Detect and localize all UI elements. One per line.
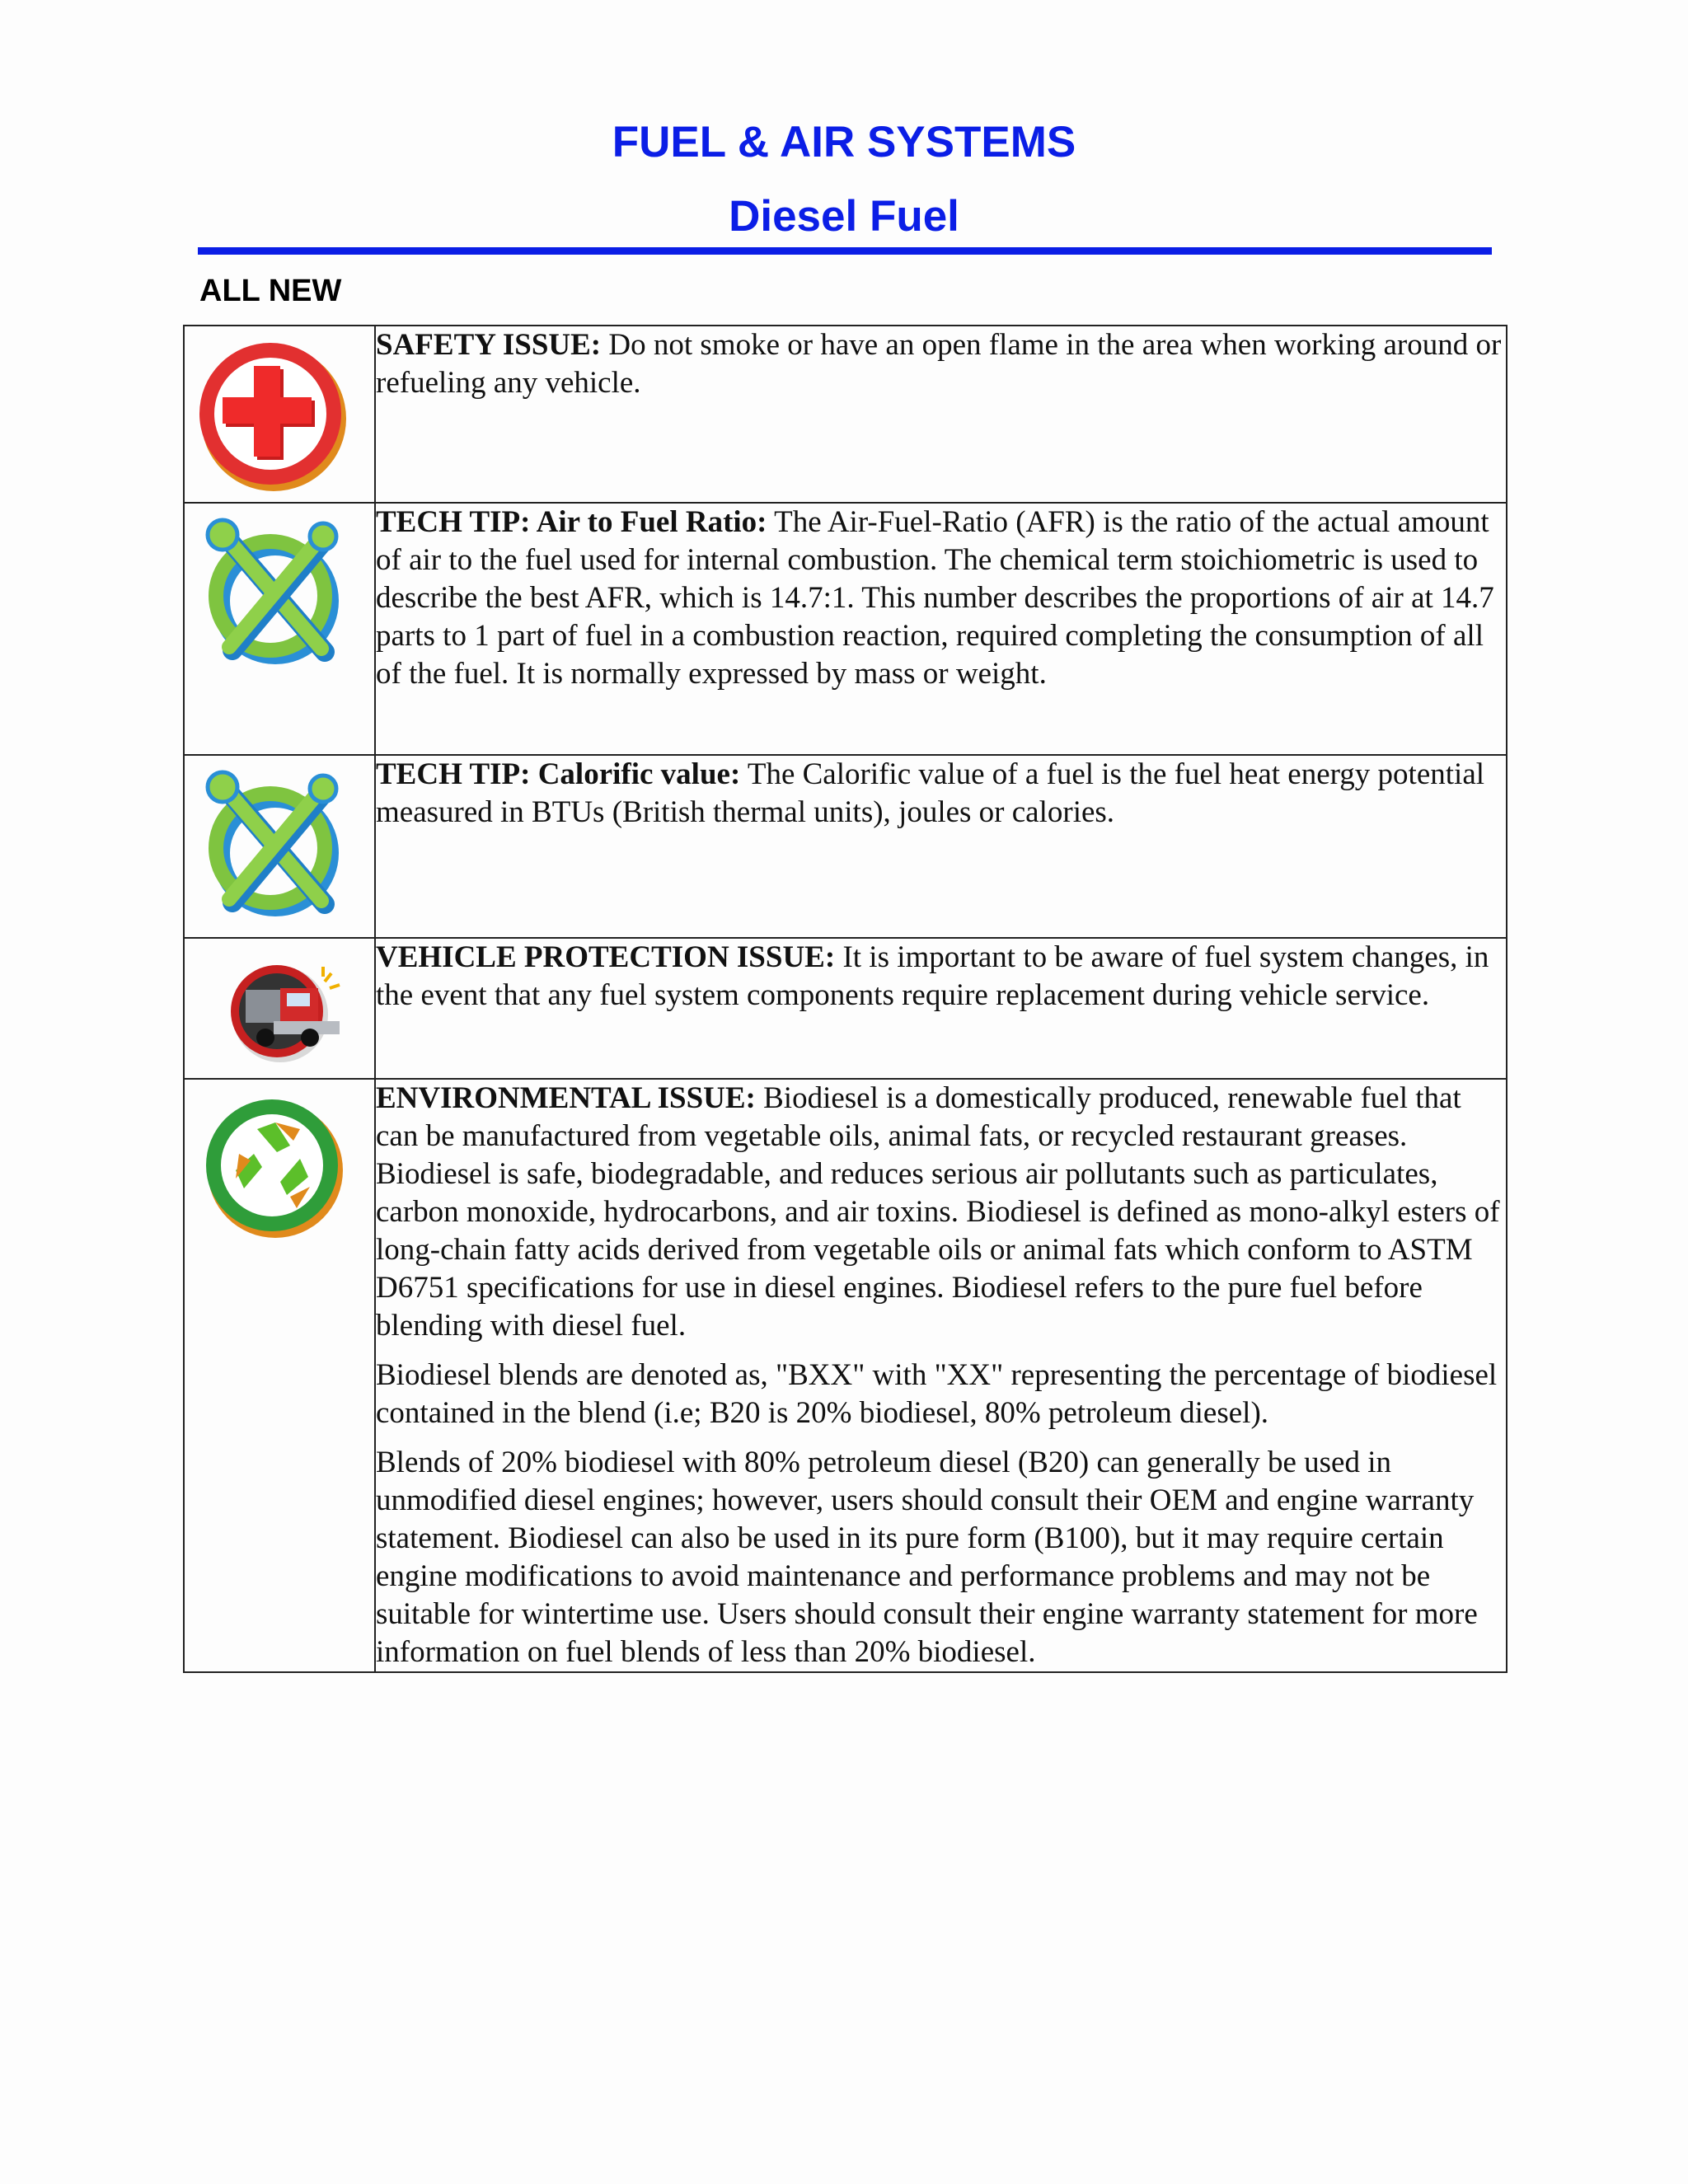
- icon-cell: [184, 1079, 375, 1672]
- section-label: ALL NEW: [199, 274, 342, 308]
- tip-paragraph: Do not smoke or have an open flame in the area when working around or refueling any vehicle.: [376, 328, 1502, 400]
- icon-cell: [184, 755, 375, 938]
- tip-text: [375, 938, 1507, 1079]
- table-row: [184, 938, 1507, 1079]
- tip-text: [375, 1079, 1507, 1672]
- icon-cell: [184, 503, 375, 755]
- tip-paragraph: The Air-Fuel-Ratio (AFR) is the ratio of the actual amount of air to the fuel used for internal combustion. The chemical term stoichiometric is used to describe the best AFR, which is 14.7:1. This number describes the proportions of air at 14.7 parts to 1 part of fuel in a combustion reaction, required completing the consumption of all of the fuel. It is normally expressed by mass or weight.: [376, 505, 1494, 691]
- title-divider: [198, 247, 1492, 255]
- recycle-icon: [185, 1080, 373, 1244]
- tech-tip-tools-icon: [185, 756, 373, 929]
- icon-cell: [184, 326, 375, 503]
- tips-table: [183, 325, 1507, 1673]
- tip-lead: VEHICLE PROTECTION ISSUE:: [376, 940, 836, 974]
- table-row: [184, 326, 1507, 503]
- tip-lead: SAFETY ISSUE:: [376, 328, 602, 362]
- page-title: FUEL & AIR SYSTEMS: [612, 118, 1076, 166]
- tech-tip-tools-icon: [185, 504, 373, 677]
- tip-lead: TECH TIP: Calorific value:: [376, 757, 741, 791]
- tip-text: [375, 326, 1507, 503]
- tip-paragraph: Biodiesel blends are denoted as, "BXX" with "XX" representing the percentage of biodiesel contained in the blend (i.e; B20 is 20% biodiesel, 80% petroleum diesel).: [376, 1358, 1498, 1430]
- page-subtitle: Diesel Fuel: [729, 192, 959, 241]
- table-row: [184, 755, 1507, 938]
- tip-paragraph: Biodiesel is a domestically produced, renewable fuel that can be manufactured from vegetable oils, animal fats, or recycled restaurant greases. Biodiesel is safe, biodegradable, and reduces serious air pollutants such as particulates, carbon monoxide, hydrocarbons, and air toxins. Biodiesel is defined as mono-alkyl esters of long-chain fatty acids derived from vegetable oils or animal fats which conform to ASTM D6751 specifications for use in diesel engines. Biodiesel refers to the pure fuel before blending with diesel fuel.: [376, 1081, 1500, 1343]
- tip-text: [375, 755, 1507, 938]
- truck-icon: [185, 939, 373, 1077]
- tip-lead: ENVIRONMENTAL ISSUE:: [376, 1081, 756, 1115]
- table-row: [184, 503, 1507, 755]
- tip-text: [375, 503, 1507, 755]
- icon-cell: [184, 938, 375, 1079]
- tip-lead: TECH TIP: Air to Fuel Ratio:: [376, 505, 767, 539]
- tip-paragraph: The Calorific value of a fuel is the fuel heat energy potential measured in BTUs (British thermal units), joules or calories.: [376, 757, 1485, 829]
- tip-paragraph: It is important to be aware of fuel system changes, in the event that any fuel system components require replacement during vehicle service.: [376, 940, 1489, 1012]
- safety-cross-icon: [185, 326, 373, 499]
- table-row: [184, 1079, 1507, 1672]
- tip-paragraph: Blends of 20% biodiesel with 80% petroleum diesel (B20) can generally be used in unmodified diesel engines; however, users should consult their OEM and engine warranty statement. Biodiesel can also be used in its pure form (B100), but it may require certain engine modifications to avoid maintenance and performance problems and may not be suitable for wintertime use. Users should consult their engine warranty statement for more information on fuel blends of less than 20% biodiesel.: [376, 1446, 1478, 1669]
